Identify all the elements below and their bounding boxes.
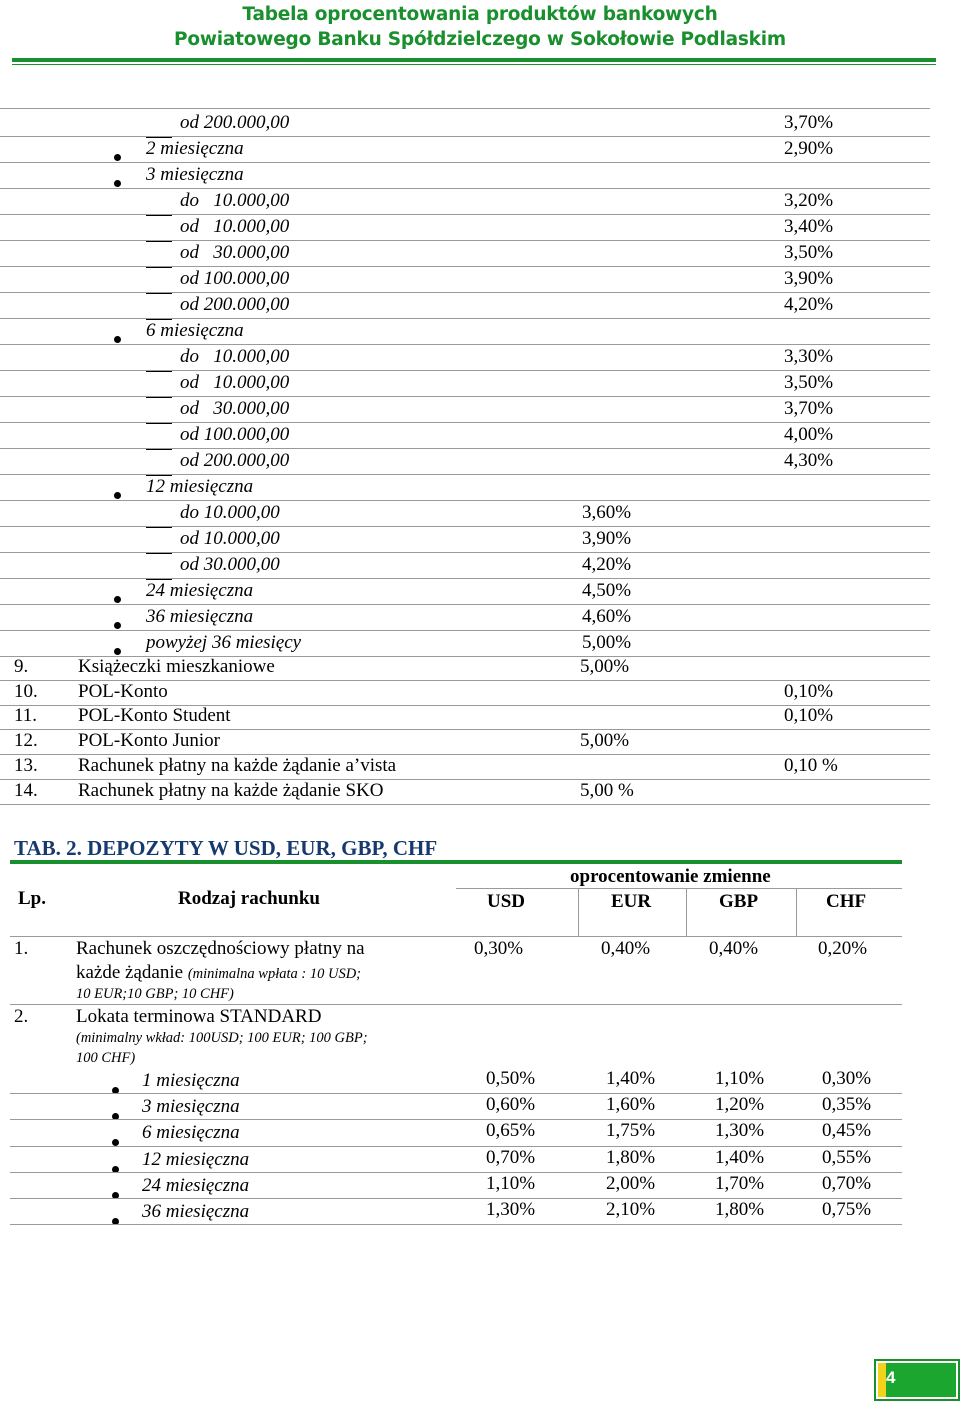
rate-usd: 0,30% [474, 938, 524, 959]
row-number: 11. [14, 705, 38, 727]
row-label: od 30.000,00 [180, 554, 280, 575]
rate-value: 5,00% [582, 632, 632, 653]
row-rule [10, 1198, 902, 1199]
row-label: od 100.000,00 [180, 424, 290, 445]
bullet-marker [112, 1104, 119, 1126]
table-row [0, 474, 930, 501]
table-row [0, 396, 930, 423]
table-row [0, 780, 930, 805]
term-label: 1 miesięczna [142, 1070, 240, 1091]
row-label: 3 miesięczna [146, 164, 244, 185]
row-label: 6 miesięczna [146, 320, 244, 341]
column-divider [796, 888, 797, 936]
rate-usd: 0,50% [486, 1068, 536, 1089]
header-rule [12, 58, 936, 62]
header-group-rule [456, 888, 902, 889]
table-row [0, 604, 930, 631]
table-row [0, 214, 930, 241]
rate-value: 0,10% [784, 680, 834, 702]
rate-value: 2,90% [784, 138, 834, 159]
rate-eur: 1,80% [606, 1146, 656, 1168]
table-row [0, 292, 930, 319]
table-row [0, 630, 930, 657]
rate-value: 3,30% [784, 346, 834, 367]
table-row [0, 755, 930, 780]
rate-usd: 0,65% [486, 1120, 536, 1142]
row-number: 9. [14, 656, 29, 677]
term-label: 36 miesięczna [142, 1201, 250, 1222]
row-number: 10. [14, 680, 38, 702]
item-note-line2: 100 CHF) [76, 1050, 136, 1066]
rate-gbp: 1,20% [715, 1094, 765, 1116]
row-label: od 100.000,00 [180, 268, 290, 289]
row-label: od 200.000,00 [180, 294, 290, 315]
row-label: od 10.000,00 [180, 372, 290, 393]
rate-usd: 0,70% [486, 1146, 536, 1168]
rate-value: 4,20% [784, 294, 834, 315]
term-label: 12 miesięczna [142, 1148, 250, 1170]
rate-value: 3,70% [784, 112, 834, 133]
column-divider [686, 888, 687, 936]
row-rule [10, 1172, 902, 1173]
rate-value: 3,40% [784, 216, 834, 237]
table-row [0, 681, 930, 706]
table-header-bottom-rule [10, 936, 902, 937]
table-row [0, 422, 930, 449]
item-label-line2 [76, 962, 361, 984]
rate-usd: 1,10% [486, 1172, 536, 1194]
row-rule [10, 1146, 902, 1147]
table-row [0, 110, 930, 137]
rate-value: 5,00 % [580, 779, 634, 801]
row-label: 2 miesięczna [146, 138, 244, 159]
item-note: (minimalny wkład: 100USD; 100 EUR; 100 GBP; [76, 1030, 368, 1046]
rate-usd: 0,60% [486, 1094, 536, 1116]
rate-value: 3,90% [784, 268, 834, 289]
table-row [0, 526, 930, 553]
bullet-marker [112, 1209, 119, 1231]
rate-value: 5,00% [580, 656, 630, 677]
bullet-marker [112, 1183, 119, 1205]
row-label: POL-Konto Junior [78, 730, 220, 752]
rate-value: 4,50% [582, 580, 632, 601]
rate-usd: 1,30% [486, 1199, 536, 1220]
row-label: od 200.000,00 [180, 112, 290, 133]
rate-value: 4,30% [784, 450, 834, 471]
item-number: 1. [14, 938, 29, 959]
row-rule [10, 1093, 902, 1094]
column-header-variable-rate: oprocentowanie zmienne [570, 866, 771, 887]
item-note: (minimalna wpłata : 10 USD; [187, 966, 361, 982]
row-label: 36 miesięczna [146, 606, 254, 627]
row-rule [10, 1004, 902, 1005]
section-title: TAB. 2. DEPOZYTY W USD, EUR, GBP, CHF [14, 836, 438, 860]
table-row [0, 552, 930, 579]
column-header-account-type: Rodzaj rachunku [178, 888, 320, 909]
table-row [0, 266, 930, 293]
table-row [0, 370, 930, 397]
rate-chf: 0,55% [822, 1146, 872, 1168]
table1-top-rule [0, 108, 930, 109]
row-label: do 10.000,00 [180, 190, 290, 211]
document-title-line1: Tabela oprocentowania produktów bankowych [242, 4, 718, 25]
column-header-chf: CHF [826, 891, 867, 912]
table-row [0, 240, 930, 267]
bullet-marker [112, 1130, 119, 1152]
rate-gbp: 0,40% [709, 938, 759, 959]
rate-value: 4,20% [582, 554, 632, 575]
header-rule-thin [12, 64, 936, 65]
row-number: 13. [14, 754, 38, 776]
rate-gbp: 1,40% [715, 1146, 765, 1168]
item-label: Rachunek oszczędnościowy płatny na [76, 938, 365, 959]
rate-chf: 0,70% [822, 1172, 872, 1194]
item-note-line2: 10 EUR;10 GBP; 10 CHF) [76, 986, 234, 1002]
row-label: od 30.000,00 [180, 398, 290, 419]
rate-gbp: 1,80% [715, 1199, 765, 1220]
rate-value: 3,50% [784, 242, 834, 263]
item-number: 2. [14, 1006, 29, 1027]
bullet-marker [112, 1157, 119, 1179]
rate-value: 3,60% [582, 502, 632, 523]
rate-value: 3,90% [582, 528, 632, 549]
section-title-rule [10, 860, 902, 864]
rate-eur: 1,75% [606, 1120, 656, 1142]
rate-value: 5,00% [580, 730, 630, 752]
row-label: od 200.000,00 [180, 450, 290, 471]
rate-gbp: 1,30% [715, 1120, 765, 1142]
table-row [0, 705, 930, 730]
table-row [0, 136, 930, 163]
rate-eur: 1,40% [606, 1068, 656, 1089]
bullet-marker [112, 1078, 119, 1100]
row-label: POL-Konto [78, 680, 168, 702]
column-header-usd: USD [487, 891, 526, 912]
row-label: od 10.000,00 [180, 528, 280, 549]
row-label: Rachunek płatny na każde żądanie SKO [78, 779, 384, 801]
rate-value: 3,70% [784, 398, 834, 419]
row-label: do 10.000,00 [180, 502, 280, 523]
rate-value: 0,10% [784, 705, 834, 727]
row-label: Książeczki mieszkaniowe [78, 656, 275, 677]
rate-value: 4,00% [784, 424, 834, 445]
rate-chf: 0,35% [822, 1094, 872, 1116]
table-row [0, 656, 930, 681]
row-label: 24 miesięczna [146, 580, 254, 601]
table-row [0, 344, 930, 371]
rate-value: 3,50% [784, 372, 834, 393]
term-label: 24 miesięczna [142, 1174, 250, 1196]
column-header-eur: EUR [611, 891, 652, 912]
table-row [0, 730, 930, 755]
row-number: 12. [14, 730, 38, 752]
table-row [0, 448, 930, 475]
table-row [0, 162, 930, 189]
page-number-accent [878, 1363, 886, 1397]
table-row [0, 318, 930, 345]
rate-chf: 0,75% [822, 1199, 872, 1220]
rate-value: 4,60% [582, 606, 632, 627]
rate-value: 0,10 % [784, 754, 838, 776]
rate-chf: 0,45% [822, 1120, 872, 1142]
rate-value: 3,20% [784, 190, 834, 211]
table-row [0, 578, 930, 605]
rate-chf: 0,30% [822, 1068, 872, 1089]
row-label: Rachunek płatny na każde żądanie a’vista [78, 754, 397, 776]
row-label: od 30.000,00 [180, 242, 290, 263]
row-rule [10, 1224, 902, 1225]
rate-eur: 2,00% [606, 1172, 656, 1194]
term-label: 6 miesięczna [142, 1122, 240, 1144]
document-title-line2: Powiatowego Banku Spółdzielczego w Sokołowie Podlaskim [173, 29, 787, 50]
rate-eur: 1,60% [606, 1094, 656, 1116]
column-divider [578, 888, 579, 936]
rate-gbp: 1,10% [715, 1068, 765, 1089]
row-label: POL-Konto Student [78, 705, 231, 727]
table-row [0, 500, 930, 527]
term-label: 3 miesięczna [142, 1096, 240, 1118]
row-label: powyżej 36 miesięcy [146, 632, 302, 653]
item-label-text: każde żądanie [76, 962, 184, 983]
rate-gbp: 1,70% [715, 1172, 765, 1194]
row-label: 12 miesięczna [146, 476, 254, 497]
rate-eur: 2,10% [606, 1199, 656, 1220]
page-number: 4 [886, 1368, 896, 1387]
rate-chf: 0,20% [818, 938, 868, 959]
table-row [0, 188, 930, 215]
column-header-gbp: GBP [719, 891, 759, 912]
item-label: Lokata terminowa STANDARD [76, 1006, 322, 1027]
row-label: do 10.000,00 [180, 346, 290, 367]
column-header-lp: Lp. [18, 888, 46, 909]
rate-eur: 0,40% [601, 938, 651, 959]
row-number: 14. [14, 779, 38, 801]
row-rule [10, 1119, 902, 1120]
row-label: od 10.000,00 [180, 216, 290, 237]
